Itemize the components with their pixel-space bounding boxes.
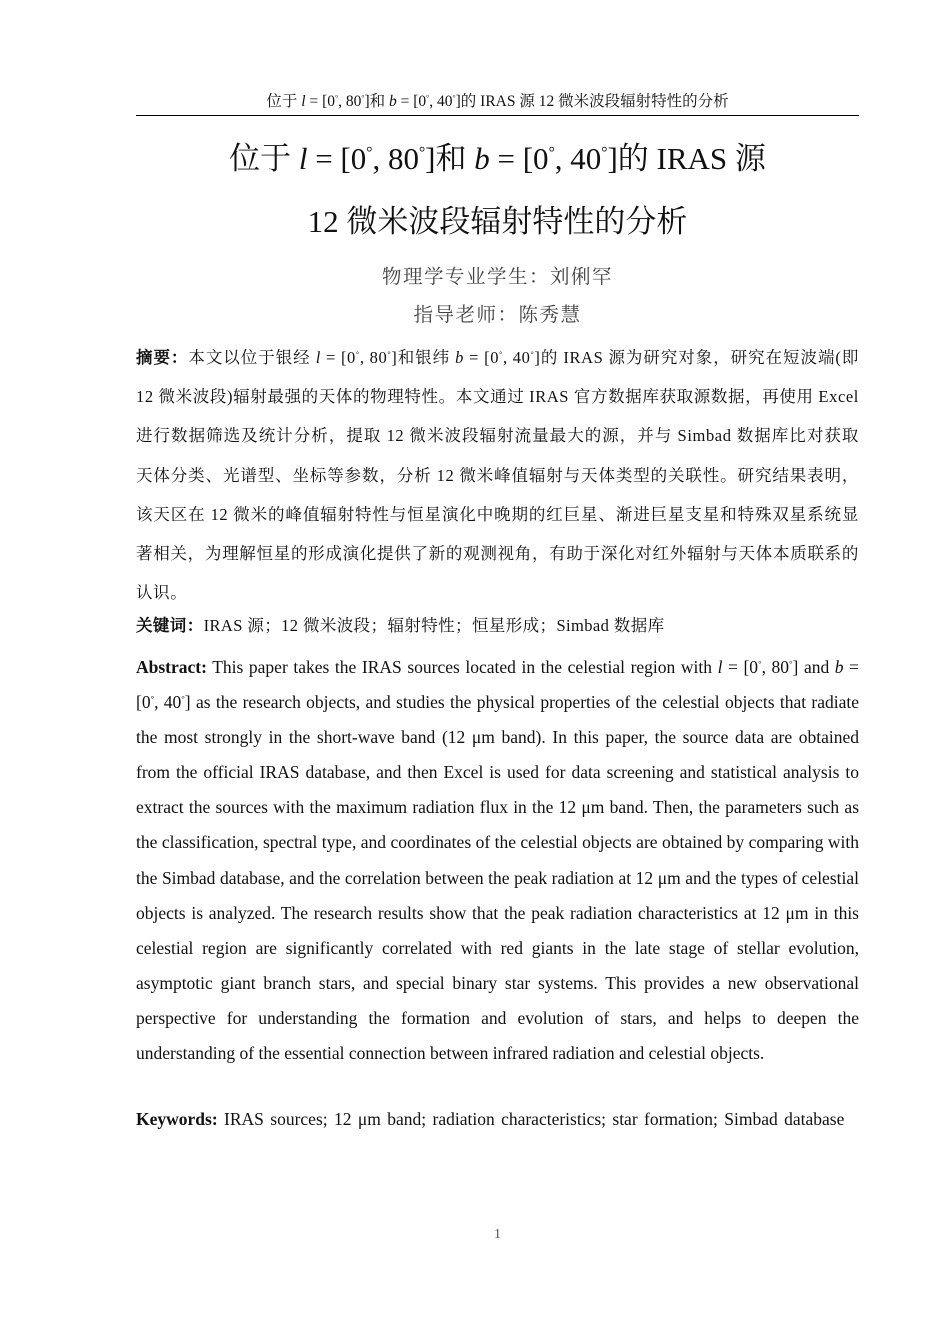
paper-title-line-1: 位于 l = [0°, 80°]和 b = [0°, 40°]的 IRAS 源: [229, 141, 766, 176]
paper-page: [136, 0, 859, 1344]
student-name: 物理学专业学生：刘俐罕: [381, 267, 613, 288]
abstract-cn: 摘要：本文以位于银经 l = [0°, 80°]和银纬 b = [0°, 40°]的 IRAS 源为研究对象，研究在短波端(即 12 微米波段)辐射最强的天体的物理特性。本文通过 IRAS 官方数据库获取源数据，再使用 Excel 进行数据筛选及统计分析，提取 12 微米波段辐射流量最大的源，并与 Simbad 数据库比对获取天体分类、光谱型、坐标等参数，分析 12 微米峰值辐射与天体类型的关联性。研究结果表明，该天区在 12 微米的峰值辐射特性与恒星演化中晚期的红巨星、渐进巨星支星和特殊双星系统显著相关，为理解恒星的形成演化提供了新的观测视角，有助于深化对红外辐射与天体本质联系的认识。: [136, 348, 859, 603]
running-header: 位于 l = [0°, 80°]和 b = [0°, 40°]的 IRAS 源 12 微米波段辐射特性的分析: [266, 93, 729, 110]
page-number: 1: [494, 1227, 501, 1242]
keywords-cn: 关键词：IRAS 源；12 微米波段；辐射特性；恒星形成；Simbad 数据库: [136, 616, 665, 635]
abstract-en: Abstract: This paper takes the IRAS sources located in the celestial region with l = [0°, 80°] and b = [0°, 40°] as the research objects, and studies the physical properties of the celestial objects that radiate the most strongly in the short-wave band (12 μm band). In this paper, the source data are obtained from the official IRAS database, and then Excel is used for data screening and statistical analysis to extract the sources with the maximum radiation flux in the 12 μm band. Then, the parameters such as the classification, spectral type, and coordinates of the celestial objects are obtained by comparing with the Simbad database, and the correlation between the peak radiation at 12 μm and the types of celestial objects is analyzed. The research results show that the peak radiation characteristics at 12 μm in this celestial region are significantly correlated with red giants in the late stage of stellar evolution, asymptotic giant branch stars, and special binary star systems. This provides a new observational perspective for understanding the formation and evolution of stars, and helps to deepen the understanding of the essential connection between infrared radiation and celestial objects.: [136, 657, 860, 1064]
abstract-cn-label: 摘要：: [136, 348, 189, 367]
advisor-name: 指导老师：陈秀慧: [413, 305, 582, 326]
paper-title-line-2: 12 微米波段辐射特性的分析: [307, 204, 688, 239]
keywords-en: Keywords: IRAS sources; 12 μm band; radiation characteristics; star formation; Simbad database: [136, 1109, 845, 1129]
abstract-en-label: Abstract:: [136, 657, 207, 677]
keywords-en-label: Keywords:: [136, 1109, 218, 1129]
header-rule: [136, 115, 859, 116]
keywords-cn-label: 关键词：: [136, 616, 204, 635]
